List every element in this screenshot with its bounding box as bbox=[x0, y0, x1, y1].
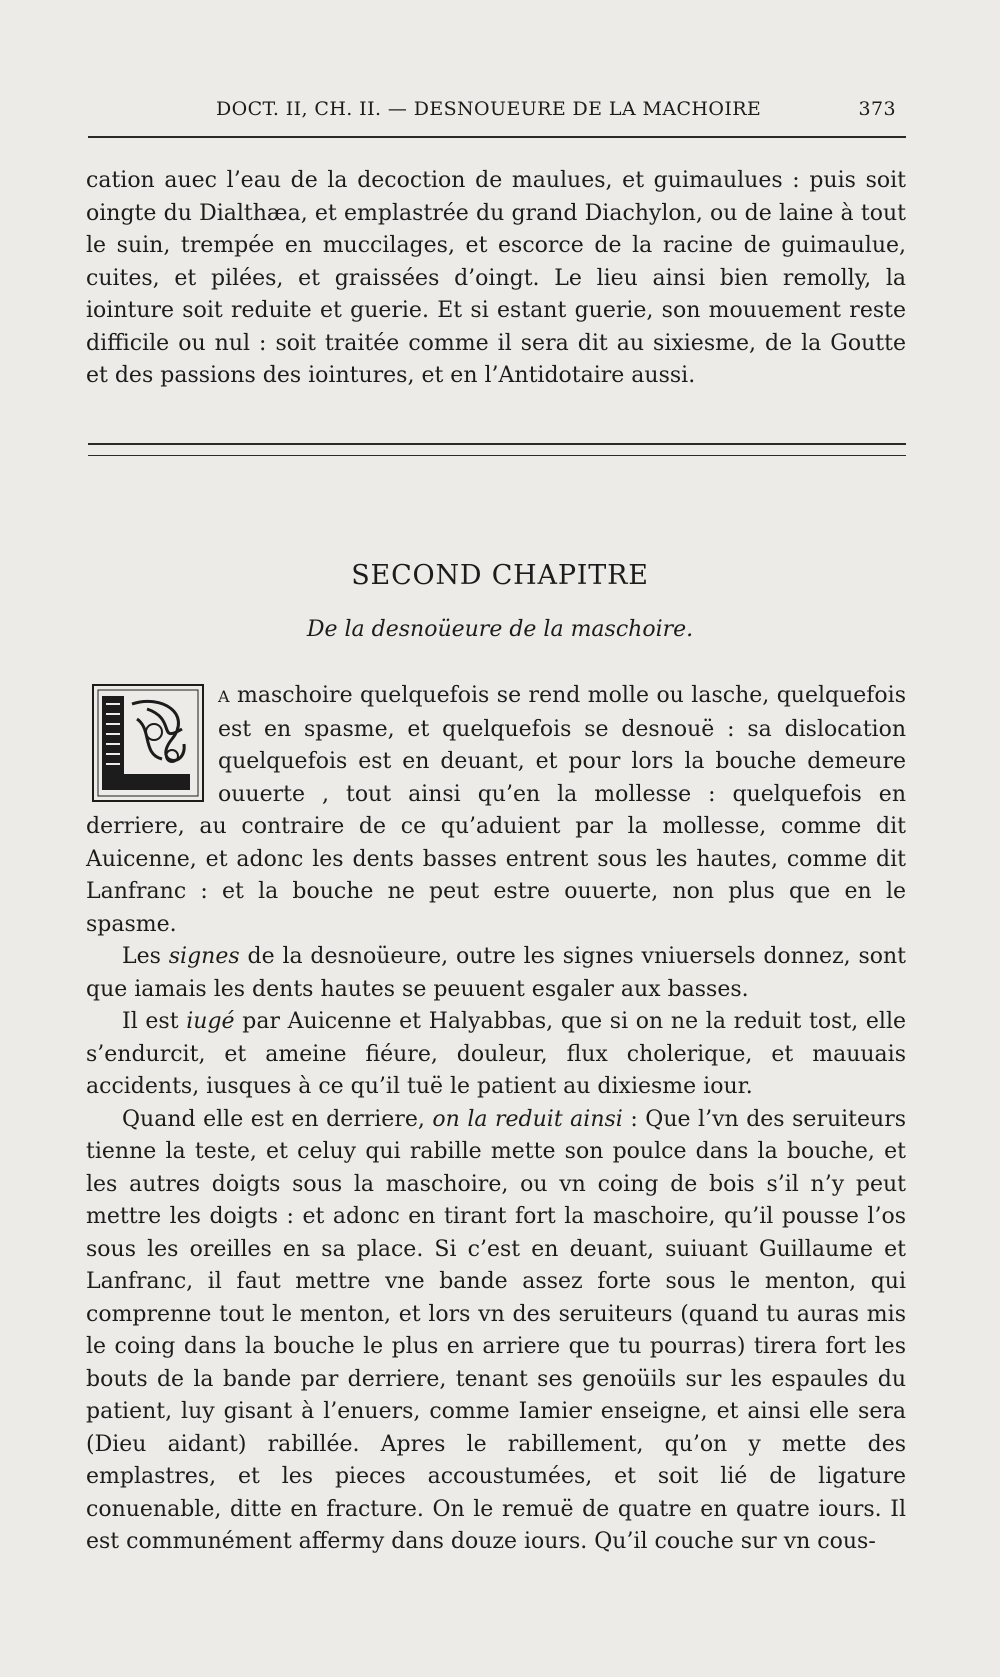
running-title: DOCT. II, CH. II. — DESNOUEURE DE LA MACHOIRE bbox=[216, 98, 762, 120]
p2-emphasis: signes bbox=[168, 944, 240, 969]
p3-end: par Auicenne et Halyabbas, que si on ne la reduit tost, elle s’endurcit, et ameine fiéure, douleur, flux cholerique, et mauuais accidents, iusques à ce qu’il tuë le patient au dixiesme iour. bbox=[86, 1009, 906, 1099]
p4-end: : Que l’vn des seruiteurs tienne la teste, et celuy qui rabille mette son poulce dans la bouche, et les autres doigts sous la maschoire, ou vn coing de bois s’il n’y peut mettre les doigts : et adonc en tirant fort la maschoire, qu’il pousse l’os sous les oreilles en sa place. Si c’est en deuant, suiuant Guillaume et Lanfranc, il faut mettre vne bande assez forte sous le menton, qui comprenne tout le menton, et lors vn des seruiteurs (quand tu auras mis le coing dans la bouche le plus en arriere que tu pourras) tirera fort les bouts de la bande par derriere, tenant ses genoüils sur les espaules du patient, luy gisant à l’enuers, comme Iamier enseigne, et ainsi elle sera (Dieu aidant) rabillée. Apres le rabillement, qu’on y mette des emplastres, et les pieces accoustumées, et soit lié de ligature conuenable, ditte en fracture. On le remuë de quatre en quatre iours. Il est communément affermy dans douze iours. Qu’il couche sur vn cous- bbox=[86, 1106, 906, 1554]
continued-paragraph-text: cation auec l’eau de la decoction de maulues, et guimaulues : puis soit oingte du Dialthæa, et emplastrée du grand Diachylon, ou de laine à tout le suin, trempée en muccilages, et escorce de la racine de guimaulue, cuites, et pilées, et graissées d’oingt. Le lieu ainsi bien remolly, la iointure soit reduite et guerie. Et si estant guerie, son mouuement reste difficile ou nul : soit traitée comme il sera dit au sixiesme, de la Goutte et des passions des iointures, et en l’Antidotaire aussi. bbox=[86, 168, 906, 388]
continued-paragraph bbox=[86, 165, 906, 393]
paragraph-3 bbox=[86, 1006, 906, 1104]
smallcap-letter: A bbox=[218, 687, 230, 706]
chapter-body bbox=[86, 680, 906, 1559]
paragraph-1 bbox=[86, 680, 906, 941]
section-divider-top bbox=[88, 443, 906, 445]
p3-start: Il est bbox=[122, 1009, 187, 1034]
running-header bbox=[88, 92, 908, 128]
paragraph-2 bbox=[86, 941, 906, 1006]
p2-start: Les bbox=[122, 944, 169, 969]
p2-end: de la desnoüeure, outre les signes vniuersels donnez, sont que iamais les dents hautes se peuuent esgaler aux basses. bbox=[86, 944, 906, 1002]
p4-start: Quand elle est en derriere, bbox=[122, 1106, 433, 1132]
page-number: 373 bbox=[858, 98, 896, 120]
header-rule bbox=[88, 136, 906, 138]
decorated-initial-icon bbox=[92, 684, 204, 802]
chapter-subtitle: De la desnoüeure de la maschoire. bbox=[306, 617, 694, 642]
section-divider-bottom bbox=[88, 455, 906, 456]
p3-emphasis: iugé bbox=[186, 1009, 235, 1034]
p4-emphasis: on la reduit ainsi bbox=[432, 1106, 623, 1132]
paragraph-1-text: maschoire quelquefois se rend molle ou lasche, quelquefois est en spasme, et quelquefois se desnouë : sa dislocation quelquefois est en deuant, et pour lors la bouche demeure ouuerte , tout ainsi qu’en la mollesse : quelquefois en derriere, au contraire de ce qu’aduient par la mollesse, comme dit Auicenne, et adonc les dents basses entrent sous les hautes, comme dit Lanfranc : et la bouche ne peut estre ouuerte, non plus que en le spasme. bbox=[86, 683, 906, 937]
chapter-title: SECOND CHAPITRE bbox=[351, 560, 649, 591]
paragraph-4 bbox=[86, 1104, 906, 1559]
